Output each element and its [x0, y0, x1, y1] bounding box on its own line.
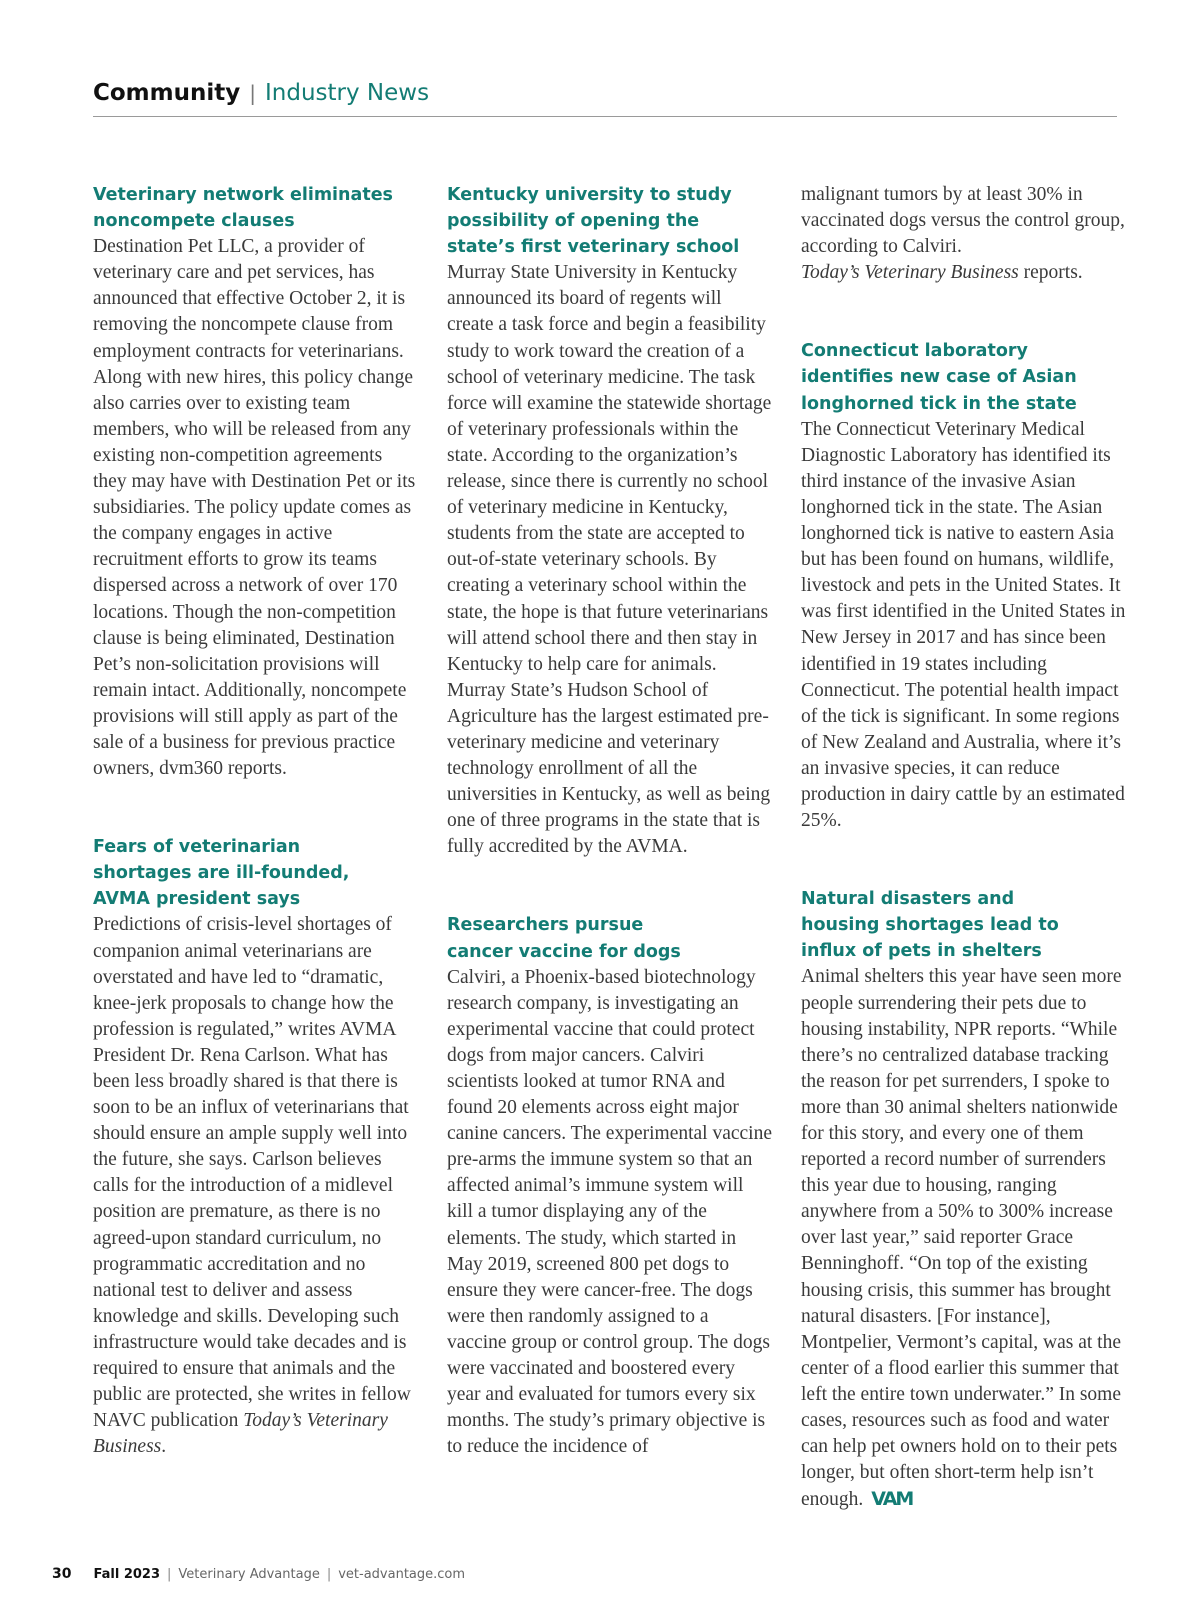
headline-line: noncompete clauses [93, 211, 295, 232]
issue-label: Fall 2023 [93, 1567, 160, 1582]
publication-name: Today’s Veterinary Business [801, 262, 1019, 284]
article-body [447, 260, 772, 860]
article-body [93, 912, 418, 1460]
headline-line: influx of pets in shelters [801, 941, 1042, 962]
page-header [93, 76, 1117, 117]
headline-line: possibility of opening the [447, 211, 700, 232]
article-cancer-vaccine-continued [801, 182, 1126, 286]
article-paragraph [801, 964, 1126, 1513]
page-footer [52, 1566, 465, 1582]
paragraph-end: . [161, 1436, 167, 1458]
article-noncompete [93, 182, 418, 782]
headline-line: Natural disasters and [801, 889, 1015, 910]
paragraph-text: Predictions of crisis-level shortages of companion animal veterinarians are overstated and have led to “dramatic, knee-jerk proposals to change how the profession is regulated,” writes AVMA President Dr. Rena Carlson. What has been less broadly shared is that there is soon to be an influx of veterinarians that should ensure an ample supply well into the future, she says. Carlson believes calls for the introduction of a midlevel position are premature, as there is no agreed-upon standard curriculum, no programmatic accreditation and no national test to deliver and assess knowledge and skills. Developing such infrastructure would take decades and is required to ensure that animals and the public are protected, she writes in fellow NAVC publication [93, 914, 411, 1432]
headline-line: shortages are ill-founded, [93, 863, 350, 884]
headline-line: identifies new case of Asian [801, 367, 1077, 388]
article-body [801, 964, 1126, 1513]
article-body [801, 182, 1126, 286]
paragraph-end: reports. [1018, 262, 1083, 284]
headline-line: longhorned tick in the state [801, 393, 1077, 414]
article-paragraph: Murray State University in Kentucky announced its board of regents will create a task force and begin a feasibility study to work toward the creation of a school of veterinary medicine. The task force will examine the statewide shortage of veterinary professionals within the state. According to the organization’s release, since there is currently no school of veterinary medicine in Kentucky, students from the state are accepted to out-of-state veterinary schools. By creating a veterinary school within the state, the hope is that future veterinarians will attend school there and then stay in Kentucky to help care for animals. Murray State’s Hudson School of Agriculture has the largest estimated pre-veterinary medicine and veterinary technology enrollment of all the universities in Kentucky, as well as being one of three programs in the state that is fully accredited by the AVMA. [447, 262, 772, 858]
article-paragraph [801, 182, 1126, 286]
header-line [93, 78, 429, 108]
headline-line: Researchers pursue [447, 915, 644, 936]
section-title: Community [93, 80, 241, 106]
article-body [801, 417, 1126, 835]
column-3 [801, 182, 1126, 1565]
column-1 [93, 182, 418, 1512]
subsection-title: Industry News [264, 80, 430, 106]
vam-logo: VAM [871, 1488, 913, 1511]
magazine-name: Veterinary Advantage [178, 1567, 320, 1582]
article-shelters [801, 886, 1126, 1513]
article-body [447, 965, 772, 1461]
article-headline [447, 182, 772, 260]
publication-name: Today’s Veterinary Business [93, 1410, 388, 1458]
headline-line: Fears of veterinarian [93, 837, 301, 858]
headline-line: Kentucky university to study [447, 185, 732, 205]
website-url[interactable]: vet-advantage.com [338, 1567, 466, 1582]
article-paragraph: Calviri, a Phoenix-based biotechnology research company, is investigating an experimental vaccine that could protect dogs from major cancers. Calviri scientists looked at tumor RNA and found 20 elements across eight major canine cancers. The experimental vaccine pre-arms the immune system so that an affected animal’s immune system will kill a tumor displaying any of the elements. The study, which started in May 2019, screened 800 pet dogs to ensure they were cancer-free. The dogs were then randomly assigned to a vaccine group or control group. The dogs were vaccinated and boostered every year and evaluated for tumors every six months. The study’s primary objective is to reduce the incidence of [447, 966, 772, 1458]
article-headline [93, 182, 418, 234]
column-2 [447, 182, 772, 1512]
article-body [93, 234, 418, 782]
headline-line: state’s first veterinary school [447, 237, 740, 258]
headline-line: cancer vaccine for dogs [447, 941, 681, 962]
article-paragraph [93, 912, 418, 1460]
paragraph-text: Animal shelters this year have seen more people surrendering their pets due to housing instability, NPR reports. “While there’s no centralized database tracking the reason for pet surrenders, I spoke to more than 30 animal shelters nationwide for this story, and every one of them reported a record number of surrenders this year due to housing, ranging anywhere from a 50% to 300% increase over last year,” said reporter Grace Benninghoff. “On top of the existing housing crisis, this summer has brought natural disasters. [For instance], Montpelier, Vermont’s capital, was at the center of a flood earlier this summer that left the entire town underwater.” In some cases, resources such as food and water can help pet owners hold on to their pets longer, but often short-term help isn’t enough. [801, 966, 1122, 1511]
article-shortages [93, 834, 418, 1460]
header-separator: | [249, 81, 256, 105]
article-paragraph: The Connecticut Veterinary Medical Diagnostic Laboratory has identified its third instance of the invasive Asian longhorned tick in the state. The Asian longhorned tick is native to eastern Asia but has been found on humans, wildlife, livestock and pets in the United States. It was first identified in the United States in New Jersey in 2017 and has since been identified in 19 states including Connecticut. The potential health impact of the tick is significant. In some regions of New Zealand and Australia, where it’s an invasive species, it can reduce production in dairy cattle by an estimated 25%. [801, 418, 1126, 832]
article-headline [801, 886, 1126, 964]
article-kentucky-school [447, 182, 772, 860]
article-headline [93, 834, 418, 912]
article-headline [447, 912, 772, 964]
footer-separator: | [167, 1567, 172, 1582]
paragraph-text: malignant tumors by at least 30% in vaccinated dogs versus the control group, according to Calviri. [801, 184, 1125, 258]
footer-separator: | [326, 1567, 332, 1582]
headline-line: Veterinary network eliminates [93, 185, 393, 205]
article-headline [801, 338, 1126, 416]
article-paragraph: Destination Pet LLC, a provider of veterinary care and pet services, has announced that effective October 2, it is removing the noncompete clause from employment contracts for veterinarians. Along with new hires, this policy change also carries over to existing team members, who will be released from any existing non-competition agreements they may have with Destination Pet or its subsidiaries. The policy update comes as the company engages in active recruitment efforts to grow its teams dispersed across a network of over 170 locations. Though the non-competition clause is being eliminated, Destination Pet’s non-solicitation provisions will remain intact. Additionally, noncompete provisions will still apply as part of the sale of a business for previous practice owners, dvm360 reports. [93, 236, 416, 780]
headline-line: housing shortages lead to [801, 915, 1059, 936]
article-longhorned-tick [801, 338, 1126, 834]
page-number: 30 [52, 1566, 72, 1582]
headline-line: AVMA president says [93, 889, 301, 910]
article-cancer-vaccine [447, 912, 772, 1460]
headline-line: Connecticut laboratory [801, 341, 1028, 362]
